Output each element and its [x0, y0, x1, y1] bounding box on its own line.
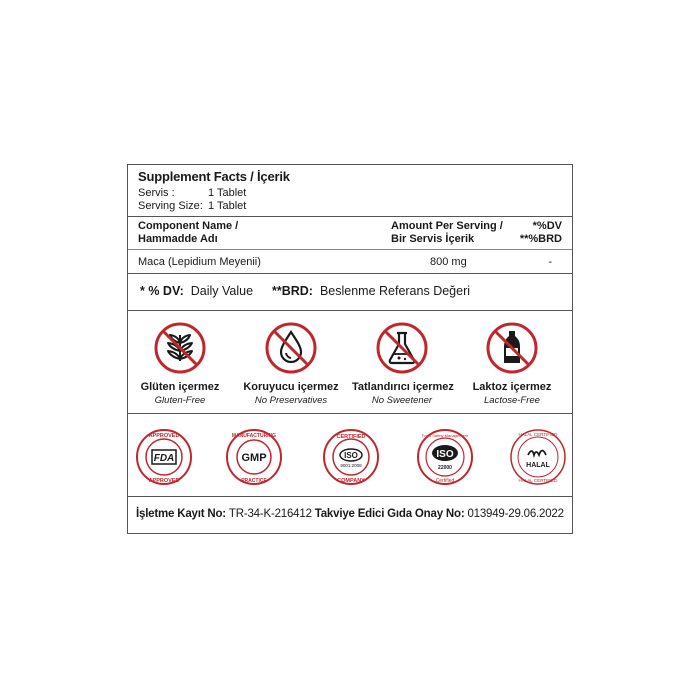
- component-header-line2: Hammadde Adı: [138, 233, 218, 245]
- svg-text:9001:2008: 9001:2008: [340, 463, 362, 468]
- divider: [128, 273, 572, 274]
- iso-22000-badge-icon: [416, 428, 474, 486]
- svg-text:COMPANY: COMPANY: [337, 478, 365, 484]
- no-sweetener-item: [352, 321, 452, 406]
- halal-badge-icon: [509, 428, 567, 486]
- lactose-free-sub: Lactose-Free: [484, 395, 540, 406]
- svg-text:Certified: Certified: [435, 478, 455, 484]
- svg-text:HALAL CERTIFIED: HALAL CERTIFIED: [518, 432, 558, 437]
- legend-brd-value: Beslenme Referans Değeri: [319, 284, 471, 298]
- component-header-line1: Component Name /: [138, 220, 239, 232]
- registration-footer: [136, 508, 572, 520]
- legend-brd: [272, 284, 470, 298]
- gluten-free-item: [130, 321, 230, 406]
- serving-size-key: Serving Size:: [138, 200, 203, 212]
- svg-text:APPROVED: APPROVED: [148, 433, 180, 439]
- ingredient-dv: -: [548, 256, 552, 268]
- supplement-facts-panel: [127, 164, 573, 534]
- divider: [128, 249, 572, 250]
- amount-header: [391, 220, 503, 246]
- fda-badge-text: FDA: [153, 453, 175, 464]
- gluten-free-label: Glüten içermez: [140, 381, 220, 393]
- svg-text:Food Safety Management: Food Safety Management: [421, 433, 469, 438]
- amount-header-line2: Bir Servis İçerik: [391, 233, 475, 245]
- bottle-crossed-icon: [485, 321, 539, 375]
- lactose-free-label: Laktoz içermez: [472, 381, 552, 393]
- no-sweetener-label: Tatlandırıcı içermez: [352, 381, 454, 393]
- ingredient-amount: 800 mg: [430, 256, 467, 268]
- ingredient-name: Maca (Lepidium Meyenii): [138, 256, 261, 268]
- svg-text:APPROVED: APPROVED: [148, 478, 180, 484]
- serving-value: 1 Tablet: [208, 187, 247, 199]
- reg-key: İşletme Kayıt No:: [136, 508, 226, 520]
- no-preservatives-label: Koruyucu içermez: [243, 381, 339, 393]
- dv-header: [520, 220, 562, 246]
- lactose-free-item: [462, 321, 562, 406]
- legend-brd-key: **BRD:: [272, 284, 313, 298]
- approval-key: Takviye Edici Gıda Onay No:: [314, 508, 465, 520]
- serving-size-value: 1 Tablet: [208, 200, 247, 212]
- svg-text:CERTIFIED: CERTIFIED: [336, 434, 366, 440]
- drop-crossed-icon: [264, 321, 318, 375]
- dv-header-line2: **%BRD: [519, 233, 562, 245]
- serving-key: Servis :: [138, 187, 175, 199]
- gluten-free-sub: Gluten-Free: [154, 395, 206, 406]
- gmp-badge-text: GMP: [241, 452, 267, 464]
- legend-dv: [140, 284, 253, 298]
- halal-badge-text: HALAL: [526, 462, 550, 469]
- panel-title: Supplement Facts / İçerik: [138, 169, 290, 184]
- fda-approved-badge-icon: [135, 428, 193, 486]
- svg-text:MANUFACTURING: MANUFACTURING: [231, 433, 277, 439]
- iso-9001-badge-text: ISO: [344, 451, 358, 460]
- legend-dv-key: * % DV:: [140, 284, 184, 298]
- no-preservatives-sub: No Preservatives: [254, 395, 328, 406]
- wheat-crossed-icon: [153, 321, 207, 375]
- svg-text:PRACTICE: PRACTICE: [241, 478, 267, 484]
- serving-row: [138, 187, 246, 199]
- divider: [128, 310, 572, 311]
- gmp-badge-icon: [225, 428, 283, 486]
- serving-size-row: [138, 200, 246, 212]
- divider: [128, 413, 572, 414]
- reg-value: TR-34-K-216412: [228, 508, 312, 520]
- legend-dv-value: Daily Value: [190, 284, 254, 298]
- svg-text:HALAL CERTIFIED: HALAL CERTIFIED: [518, 478, 558, 483]
- divider: [128, 216, 572, 217]
- svg-text:22000: 22000: [438, 465, 452, 471]
- no-sweetener-sub: No Sweetener: [371, 395, 433, 406]
- flask-crossed-icon: [375, 321, 429, 375]
- component-header: [138, 220, 238, 246]
- divider: [128, 496, 572, 497]
- iso-22000-badge-text: ISO: [436, 449, 454, 460]
- no-preservatives-item: [241, 321, 341, 406]
- amount-header-line1: Amount Per Serving /: [391, 220, 503, 232]
- iso-9001-badge-icon: [322, 428, 380, 486]
- dv-header-line1: *%DV: [532, 220, 562, 232]
- approval-value: 013949-29.06.2022: [467, 508, 564, 520]
